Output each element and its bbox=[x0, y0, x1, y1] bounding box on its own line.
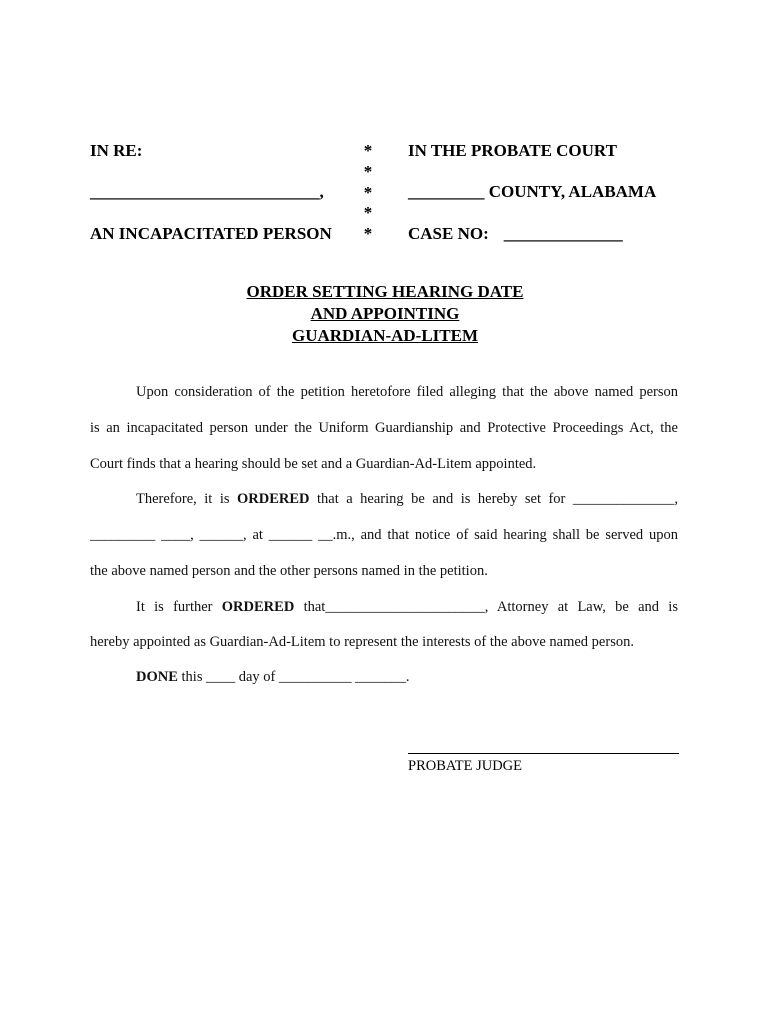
paragraph-1-line-3: Court finds that a hearing should be set and a Guardian-Ad-Litem appointed. bbox=[90, 456, 537, 472]
paragraph-2-line-2: _________ ____, ______, at ______ __.m., and that notice of said hearing shall be served upon bbox=[90, 527, 678, 543]
paragraph-3-line-1 bbox=[136, 597, 678, 617]
done-line bbox=[136, 667, 678, 687]
signature-line bbox=[408, 753, 679, 754]
case-number-label: CASE NO: bbox=[408, 224, 489, 243]
separator-star: * bbox=[363, 141, 373, 160]
court-label: IN THE PROBATE COURT bbox=[408, 141, 617, 160]
ordered-emphasis: ORDERED bbox=[221, 599, 295, 615]
separator-star: * bbox=[363, 224, 373, 244]
paragraph-3-attorney: that______________________, Attorney at Law, be and is bbox=[294, 599, 678, 615]
paragraph-3-line-2: hereby appointed as Guardian-Ad-Litem to represent the interests of the above named person. bbox=[90, 634, 634, 650]
separator-star: * bbox=[363, 182, 373, 202]
paragraph-2-line-3: the above named person and the other persons named in the petition. bbox=[90, 563, 488, 579]
ordered-emphasis: ORDERED bbox=[237, 491, 310, 507]
probate-judge-label: PROBATE JUDGE bbox=[408, 758, 522, 774]
paragraph-1-line-2: is an incapacitated person under the Uniform Guardianship and Protective Proceedings Act, the bbox=[90, 420, 678, 436]
order-title-line-2: AND APPOINTING bbox=[310, 304, 460, 323]
separator-star: * bbox=[363, 203, 373, 223]
incapacitated-person-label: AN INCAPACITATED PERSON bbox=[90, 224, 332, 243]
caption-separator bbox=[361, 141, 375, 245]
county-label: _________ COUNTY, ALABAMA bbox=[408, 182, 657, 201]
done-emphasis: DONE bbox=[136, 669, 178, 685]
paragraph-2-intro: Therefore, it is bbox=[136, 491, 237, 507]
separator-star: * bbox=[363, 161, 373, 181]
order-title-line-1: ORDER SETTING HEARING DATE bbox=[246, 282, 524, 301]
case-number-blank: ______________ bbox=[503, 224, 623, 243]
in-re-label: IN RE: bbox=[90, 141, 143, 160]
respondent-name-blank: ___________________________, bbox=[90, 182, 324, 201]
order-title-line-3: GUARDIAN-AD-LITEM bbox=[291, 326, 479, 345]
done-date-blanks: this ____ day of __________ _______. bbox=[177, 669, 410, 685]
paragraph-2-hearing-date: that a hearing be and is hereby set for ______________, bbox=[309, 491, 678, 507]
paragraph-1-line-1: Upon consideration of the petition heretofore filed alleging that the above named person bbox=[136, 384, 678, 400]
paragraph-2-line-1 bbox=[136, 489, 678, 509]
paragraph-3-intro: It is further bbox=[136, 599, 222, 615]
case-number bbox=[408, 224, 623, 244]
